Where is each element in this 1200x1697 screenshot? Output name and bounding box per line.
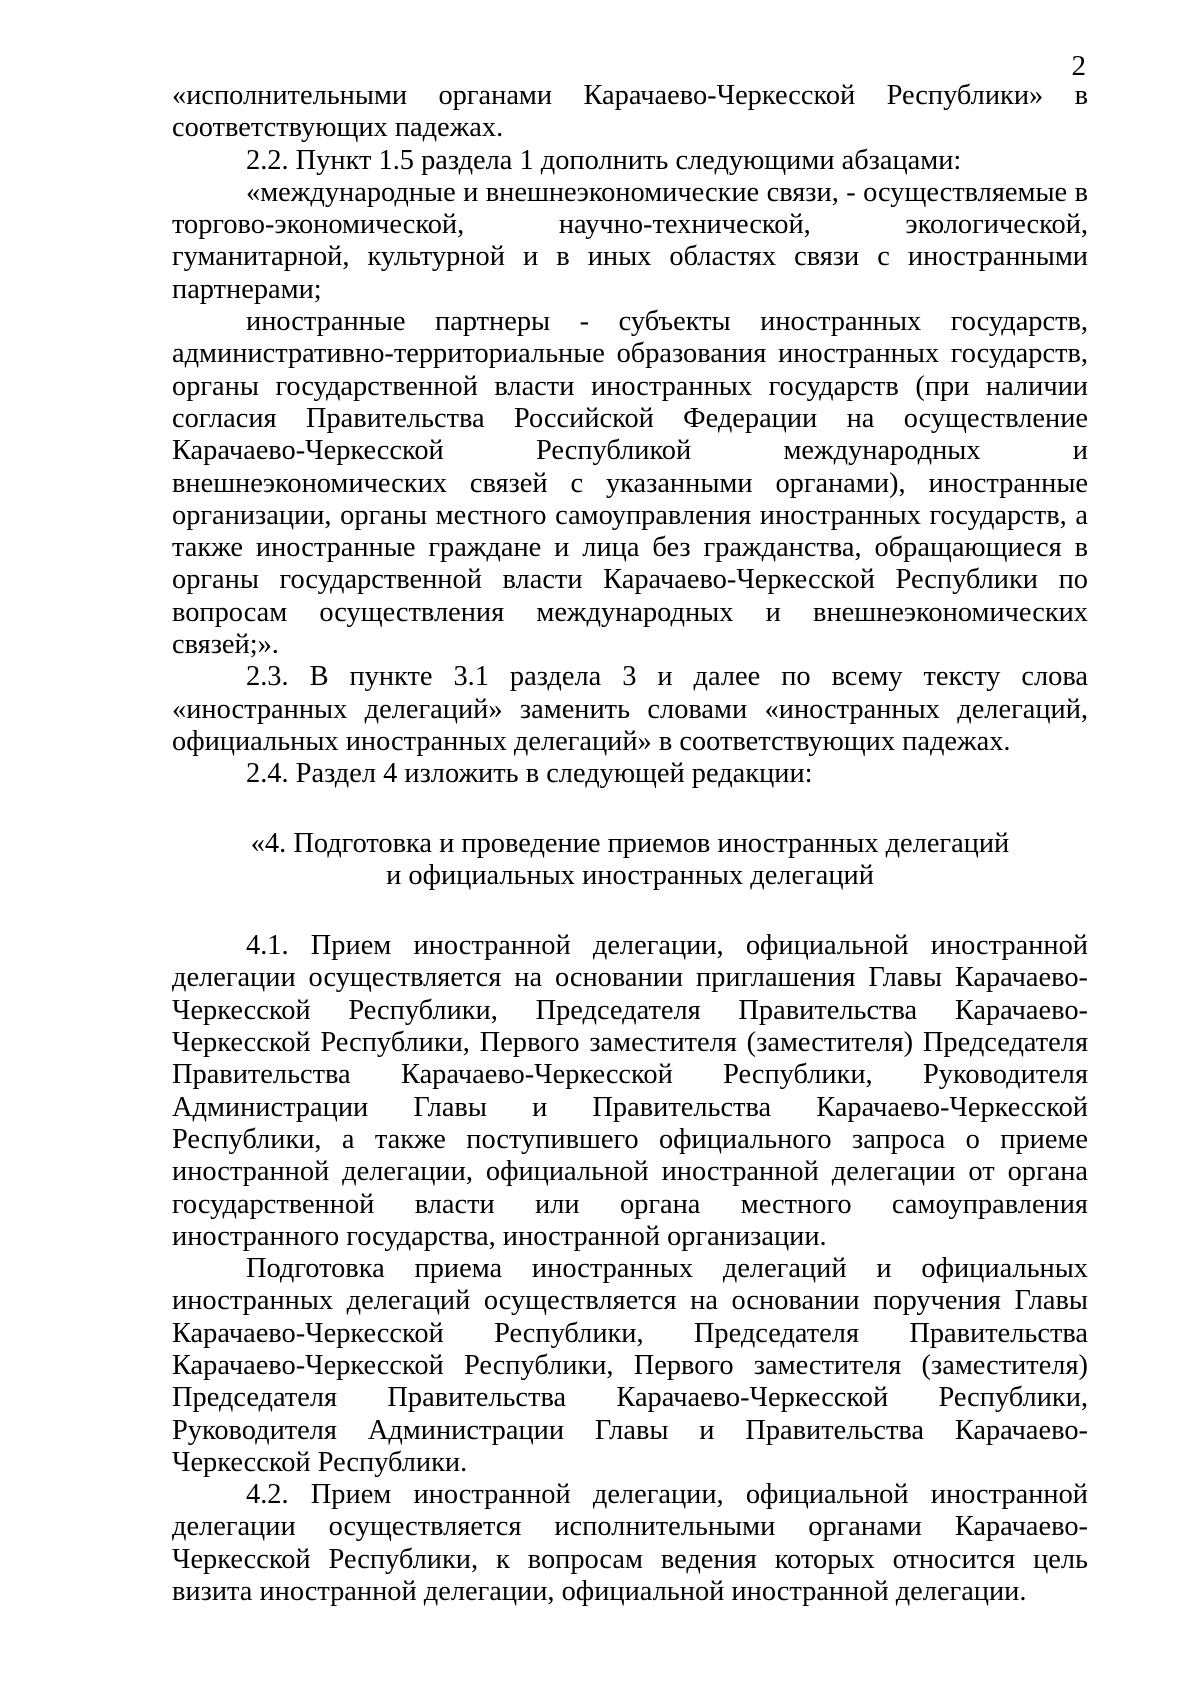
document-body [172, 80, 1088, 1608]
paragraph: 2.3. В пункте 3.1 раздела 3 и далее по всему тексту слова «иностранных делегаций» заменить словами «иностранных делегаций, официальных иностранных делегаций» в соответствующих падежах. [172, 661, 1088, 757]
section-heading [172, 828, 1088, 893]
paragraph: «исполнительными органами Карачаево-Черкесской Республики» в соответствующих падежах. [172, 80, 1088, 144]
page-number: 2 [1071, 50, 1086, 82]
paragraph: 2.2. Пункт 1.5 раздела 1 дополнить следующими абзацами: [246, 144, 962, 176]
paragraph: Подготовка приема иностранных делегаций и официальных иностранных делегаций осуществляется на основании поручения Главы Карачаево-Черкесской Республики, Председателя Правительства Карачаево-Черкесской Республики, Первого заместителя (заместителя) Председателя Правительства Карачаево-Черкесской Республики, Руководителя Администрации Главы и Правительства Карачаево-Черкесской Республики. [172, 1253, 1088, 1478]
paragraph: иностранные партнеры - субъекты иностранных государств, административно-территориальные образования иностранных государств, органы государственной власти иностранных государств (при наличии согласия Правительства Российской Федерации на осуществление Карачаево-Черкесской Республикой международных и внешнеэкономических связей с указанными органами), иностранные организации, органы местного самоуправления иностранных государств, а также иностранные граждане и лица без гражданства, обращающиеся в органы государственной власти Карачаево-Черкесской Республики по вопросам осуществления международных и внешнеэкономических связей;». [172, 306, 1088, 661]
section-heading-line: «4. Подготовка и проведение приемов иностранных делегаций [250, 827, 1010, 859]
paragraph: «международные и внешнеэкономические связи, - осуществляемые в торгово-экономической, научно-технической, экологической, гуманитарной, культурной и в иных областях связи с иностранными партнерами; [172, 176, 1088, 305]
paragraph: 2.4. Раздел 4 изложить в следующей редакции: [246, 758, 813, 790]
paragraph: 4.2. Прием иностранной делегации, официальной иностранной делегации осуществляется исполнительными органами Карачаево-Черкесской Республики, к вопросам ведения которых относится цель визита иностранной делегации, официальной иностранной делегации. [172, 1479, 1088, 1608]
section-heading-line: и официальных иностранных делегаций [386, 859, 874, 891]
paragraph: 4.1. Прием иностранной делегации, официальной иностранной делегации осуществляется на основании приглашения Главы Карачаево-Черкесской Республики, Председателя Правительства Карачаево-Черкесской Республики, Первого заместителя (заместителя) Председателя Правительства Карачаево-Черкесской Республики, Руководителя Администрации Главы и Правительства Карачаево-Черкесской Республики, а также поступившего официального запроса о приеме иностранной делегации, официальной иностранной делегации от органа государственной власти или органа местного самоуправления иностранного государства, иностранной организации. [172, 930, 1088, 1252]
